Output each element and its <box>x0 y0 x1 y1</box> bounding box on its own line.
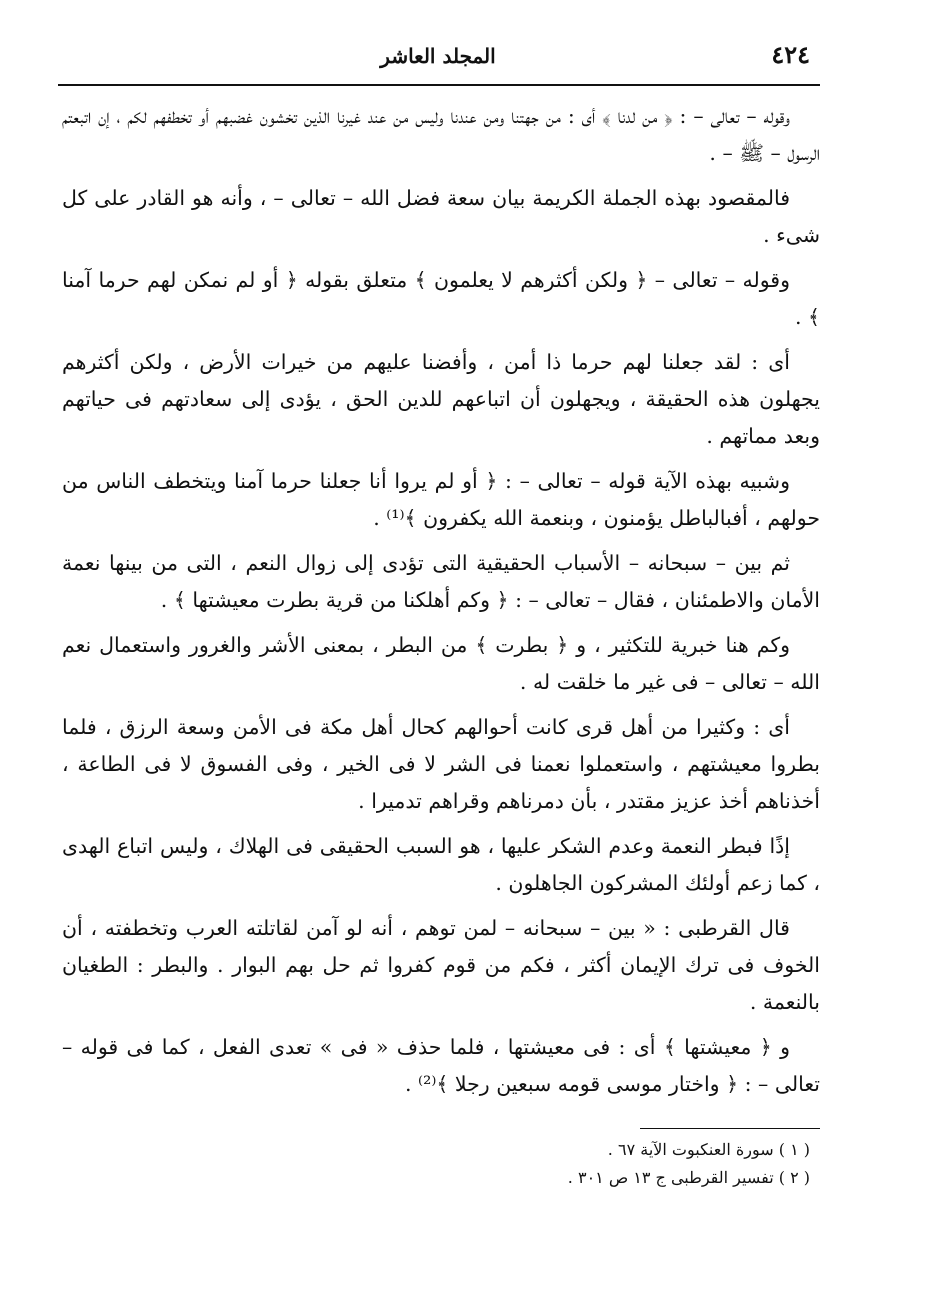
paragraph: وقوله – تعالى – ﴿ ولكن أكثرهم لا يعلمون ﴾ متعلق بقوله ﴿ أو لم نمكن لهم حرما آمنا ﴾ . <box>62 268 820 329</box>
header-rule <box>58 84 820 86</box>
paragraph: إذًا فبطر النعمة وعدم الشكر عليها ، هو السبب الحقيقى فى الهلاك ، وليس اتباع الهدى ، كما زعم أولئك المشركون الجاهلون . <box>62 834 820 895</box>
body-text <box>62 98 820 1111</box>
paragraph: أى : لقد جعلنا لهم حرما ذا أمن ، وأفضنا عليهم من خيرات الأرض ، ولكن أكثرهم يجهلون هذه الحقيقة ، ويجهلون أن اتباعهم للدين الحق ، يؤدى إلى سعادتهم فى حياتهم وبعد مماتهم . <box>62 350 820 448</box>
running-title: المجلد العاشر <box>380 44 496 68</box>
footnotes <box>300 1136 810 1192</box>
paragraph: أى : وكثيرا من أهل قرى كانت أحوالهم كحال أهل مكة فى الأمن وسعة الرزق ، فلما بطروا معيشتهم ، واستعملوا نعمنا فى الشر لا فى الخير ، وفى الفسوق لا فى الطاعة ، أخذناهم أخذ عزيز مقتدر ، بأن دمرناهم وقراهم تدميرا . <box>62 715 820 813</box>
footnote: ( ٢ ) تفسير القرطبى ج ١٣ ص ٣٠١ . <box>567 1168 810 1187</box>
paragraph: فالمقصود بهذه الجملة الكريمة بيان سعة فضل الله – تعالى – ، وأنه هو القادر على كل شىء . <box>62 186 820 247</box>
paragraph: و ﴿ معيشتها ﴾ أى : فى معيشتها ، فلما حذف « فى » تعدى الفعل ، كما فى قوله – تعالى – : ﴿ واختار موسى قومه سبعين رجلا ﴾⁽²⁾ . <box>62 1035 820 1096</box>
paragraph: قال القرطبى : « بين – سبحانه – لمن توهم ، أنه لو آمن لقاتلته العرب وتخطفته ، أن الخوف فى ترك الإيمان أكثر ، فكم من قوم كفروا ثم حل بهم البوار . والبطر : الطغيان بالنعمة . <box>62 916 820 1014</box>
page-number: ٤٢٤ <box>771 40 810 69</box>
paragraph: وقوله – تعالى – : ﴿ من لدنا ﴾ أى : من جهتنا ومن عندنا وليس من عند غيرنا الذين تخشون غضبهم أو تخطفهم لكم ، إن اتبعتم الرسول – ﷺ – . <box>62 104 820 165</box>
paragraph: ثم بين – سبحانه – الأسباب الحقيقية التى تؤدى إلى زوال النعم ، التى من بينها نعمة الأمان والاطمئنان ، فقال – تعالى – : ﴿ وكم أهلكنا من قرية بطرت معيشتها ﴾ . <box>62 551 820 612</box>
paragraph: وكم هنا خبرية للتكثير ، و ﴿ بطرت ﴾ من البطر ، بمعنى الأشر والغرور واستعمال نعم الله – تعالى – فى غير ما خلقت له . <box>62 633 820 694</box>
footnote-rule <box>640 1128 820 1129</box>
footnote: ( ١ ) سورة العنكبوت الآية ٦٧ . <box>607 1140 810 1159</box>
page-header <box>58 38 818 78</box>
paragraph: وشبيه بهذه الآية قوله – تعالى – : ﴿ أو لم يروا أنا جعلنا حرما آمنا ويتخطف الناس من حولهم ، أفبالباطل يؤمنون ، وبنعمة الله يكفرون ﴾⁽¹⁾ . <box>62 469 820 530</box>
